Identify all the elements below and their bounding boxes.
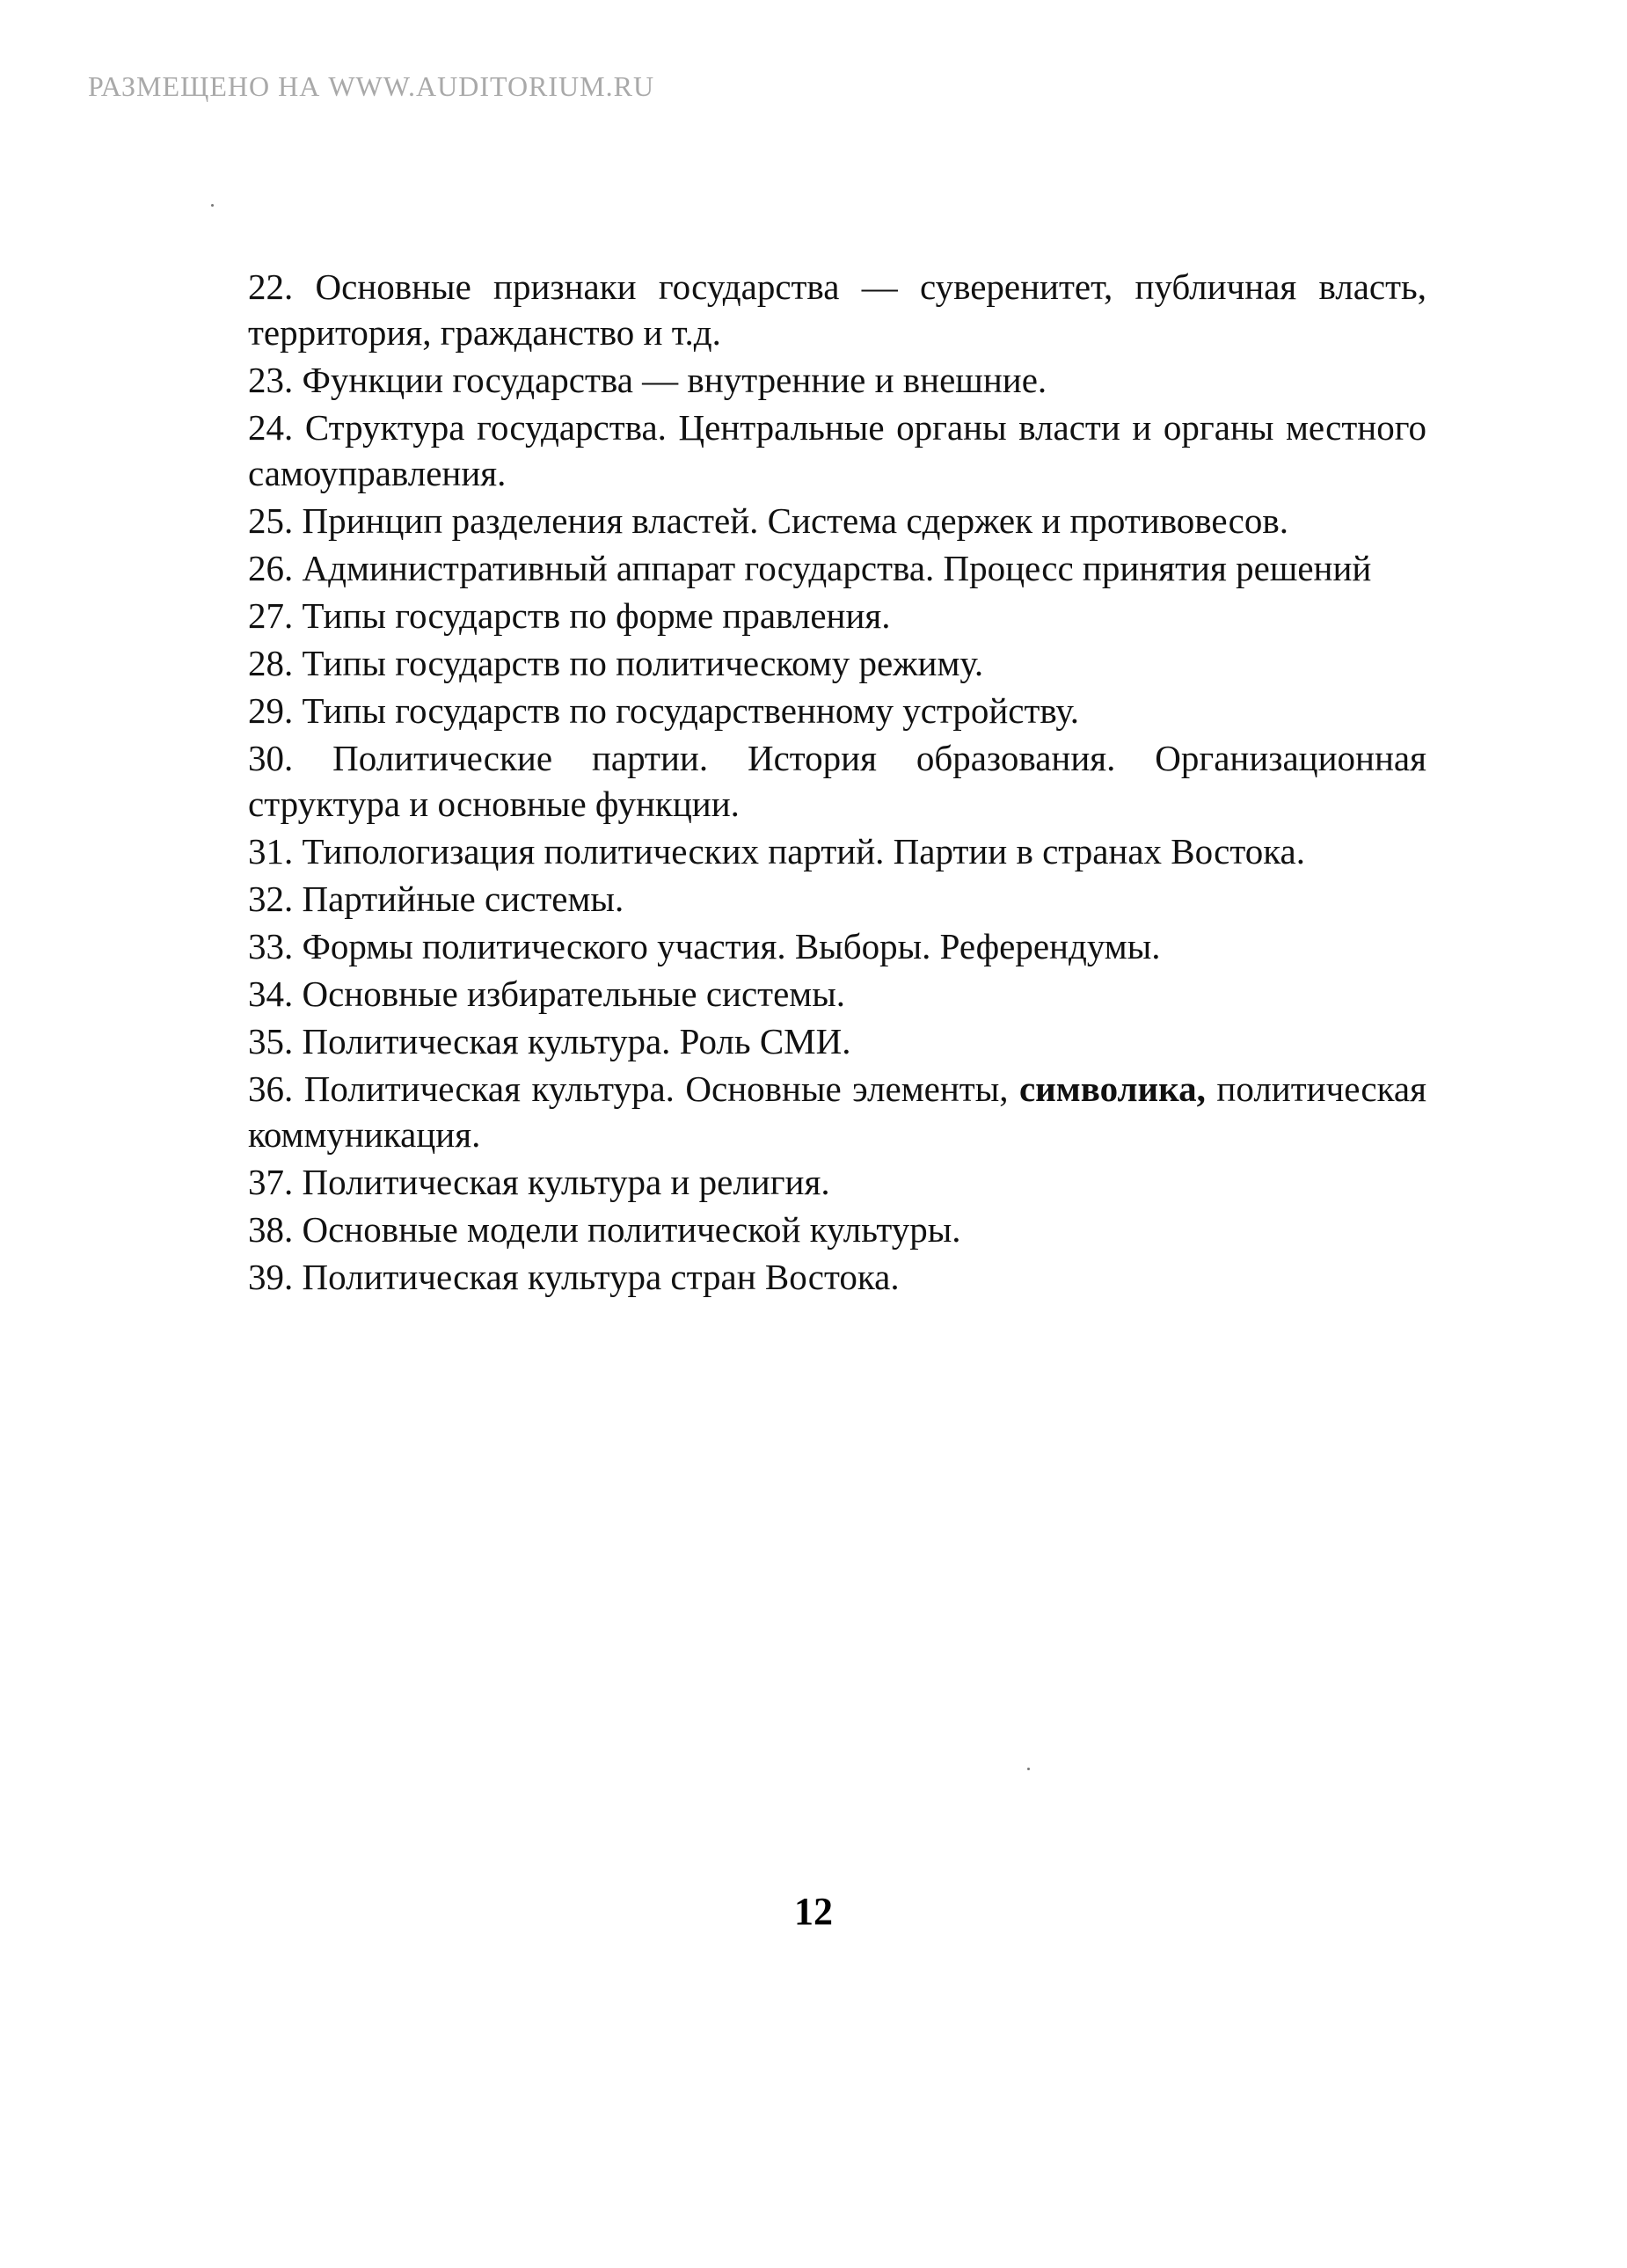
list-item: 26. Административный аппарат государства. Процесс принятия решений [248, 548, 1372, 588]
list-item: 30. Политические партии. История образования. Организационная структура и основные функции. [248, 738, 1426, 824]
list-item: 24. Структура государства. Центральные органы власти и органы местного самоуправления. [248, 407, 1426, 493]
list-item-text: 36. Политическая культура. Основные элементы, [248, 1068, 1019, 1109]
list-item: 31. Типологизация политических партий. Партии в странах Востока. [248, 831, 1305, 871]
list-item: 38. Основные модели политической культуры. [248, 1209, 961, 1250]
list-item: 28. Типы государств по политическому режиму. [248, 643, 984, 683]
watermark: РАЗМЕЩЕНО НА WWW.AUDITORIUM.RU [88, 70, 655, 102]
list-item-text: политическая коммуникация. [248, 1068, 1426, 1155]
list-item: 27. Типы государств по форме правления. [248, 595, 891, 636]
list-item: 39. Политическая культура стран Востока. [248, 1257, 900, 1297]
list-item: 37. Политическая культура и религия. [248, 1162, 830, 1202]
list-item: 35. Политическая культура. Роль СМИ. [248, 1021, 851, 1061]
list-item: 22. Основные признаки государства — суверенитет, публичная власть, территория, гражданство и т.д. [248, 266, 1426, 353]
list-item [248, 1066, 1426, 1157]
list-item: 33. Формы политического участия. Выборы. Референдумы. [248, 926, 1161, 966]
list-item: 25. Принцип разделения властей. Система сдержек и противовесов. [248, 500, 1288, 541]
list-item: 32. Партийные системы. [248, 879, 624, 919]
scan-speck [1027, 1768, 1030, 1770]
page-number: 12 [794, 1890, 833, 1933]
list-item: 29. Типы государств по государственному устройству. [248, 690, 1080, 731]
scan-speck [211, 204, 214, 207]
question-list [248, 264, 1426, 1302]
list-item: 23. Функции государства — внутренние и внешние. [248, 360, 1047, 400]
list-item: 34. Основные избирательные системы. [248, 974, 846, 1014]
list-item-bold-text: символика, [1018, 1068, 1206, 1109]
